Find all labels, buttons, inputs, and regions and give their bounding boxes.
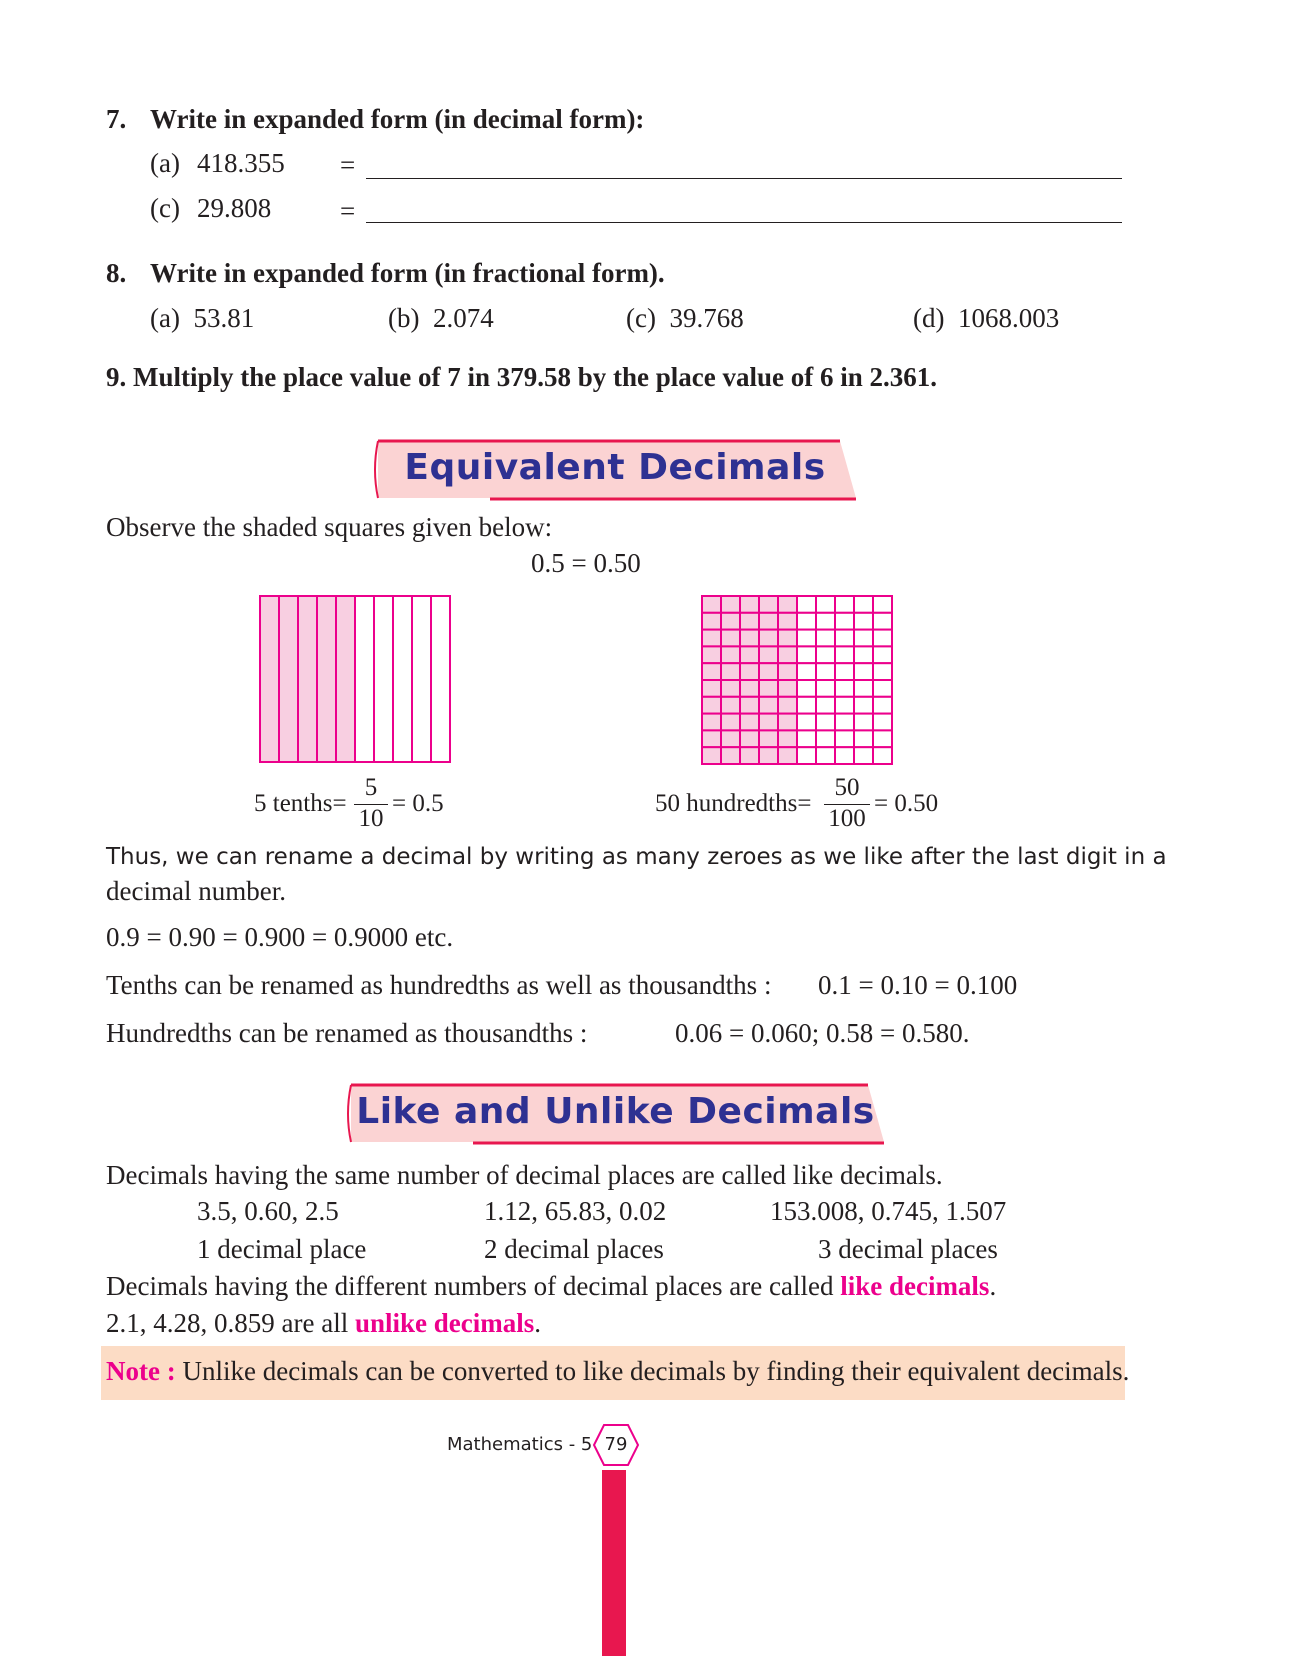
hundredths-cell [740,680,759,697]
hundredths-cell [797,596,816,613]
equivalent-intro: Observe the shaded squares given below: [106,512,553,542]
q8-item-a: (a) 53.81 [150,303,255,333]
hundredths-cell [835,714,854,731]
hundredths-cell [759,697,778,714]
hundredths-cell [835,730,854,747]
hundredths-cell [721,730,740,747]
hundredths-cell [816,714,835,731]
hundredths-cell [740,747,759,764]
hundredths-cell [759,714,778,731]
hundredths-cell [721,747,740,764]
hundredths-cell [759,730,778,747]
hundredths-cell [740,663,759,680]
hundredths-cell [721,596,740,613]
hundredths-cell [835,630,854,647]
equivalent-para-line2: decimal number. [106,876,286,906]
hundredths-cell [797,680,816,697]
tenths-strip [317,596,336,762]
hundredths-cell [759,680,778,697]
q7-item-c-answer-line[interactable] [366,222,1122,223]
hundredths-cell [816,646,835,663]
hundredths-cell [835,646,854,663]
left-fraction-denominator: 10 [358,805,384,832]
tenths-strip [298,596,317,762]
hundredths-cell [702,714,721,731]
tenths-strip [336,596,355,762]
hundredths-cell [702,663,721,680]
equivalent-chain: 0.9 = 0.90 = 0.900 = 0.9000 etc. [106,922,454,952]
hundredths-rename-eq: 0.06 = 0.060; 0.58 = 0.580. [675,1018,970,1048]
hundredths-cell [854,747,873,764]
hundredths-cell [873,646,892,663]
hundredths-cell [835,680,854,697]
hundredths-cell [740,630,759,647]
hundredths-cell [816,730,835,747]
hundredths-cell [873,630,892,647]
hundredths-cell [740,646,759,663]
hundredths-cell [816,680,835,697]
left-caption-prefix: 5 tenths= [254,790,347,817]
footer-subject: Mathematics - 5 [447,1434,593,1455]
hundredths-cell [816,663,835,680]
hundredths-cell [778,697,797,714]
q7-item-a-answer-line[interactable] [366,178,1122,179]
page-number: 79 [604,1434,628,1455]
hundredths-cell [759,646,778,663]
like-example-1-values: 3.5, 0.60, 2.5 [197,1196,339,1226]
hundredths-cell [797,646,816,663]
like-example-3-values: 153.008, 0.745, 1.507 [770,1196,1007,1226]
hundredths-cell [797,697,816,714]
hundredths-cell [873,714,892,731]
hundredths-cell [854,697,873,714]
q8-item-c: (c) 39.768 [626,303,744,333]
q8-text: Write in expanded form (in fractional form). [150,258,665,288]
hundredths-cell [721,680,740,697]
hundredths-cell [854,613,873,630]
hundredths-cell [778,730,797,747]
q9-heading: 9. Multiply the place value of 7 in 379.58 by the place value of 6 in 2.361. [106,362,938,392]
hundredths-cell [721,613,740,630]
hundredths-cell [835,613,854,630]
hundredths-cell [854,596,873,613]
hundredths-cell [721,714,740,731]
hundredths-cell [873,680,892,697]
hundredths-cell [778,747,797,764]
right-fraction-denominator: 100 [828,805,866,832]
unlike-example: 2.1, 4.28, 0.859 are all unlike decimals. [106,1308,541,1338]
hundredths-cell [740,596,759,613]
hundredths-cell [778,646,797,663]
hundredths-cell [854,663,873,680]
hundredths-cell [835,697,854,714]
left-fraction [354,774,388,833]
hundredths-cell [721,663,740,680]
equivalent-equation: 0.5 = 0.50 [531,548,641,578]
hundredths-cell [854,730,873,747]
q7-number: 7. [106,104,127,134]
q7-item-c-value: 29.808 [197,193,272,223]
q8-item-d: (d) 1068.003 [913,303,1060,333]
hundredths-cell [778,596,797,613]
hundredths-cell [835,747,854,764]
hundredths-cell [740,730,759,747]
hundredths-cell [759,663,778,680]
hundredths-cell [797,747,816,764]
q8-heading [106,258,665,289]
q7-heading [106,104,644,135]
footer-accent-bar [602,1470,626,1656]
like-definition: Decimals having the same number of decimal places are called like decimals. [106,1160,943,1190]
note-text: Note : Unlike decimals can be converted to like decimals by finding their equivalent decimals. [106,1356,1130,1386]
hundredths-cell [759,613,778,630]
like-example-1-places: 1 decimal place [197,1234,367,1264]
hundredths-cell [873,697,892,714]
hundredths-cell [740,697,759,714]
hundredths-cell [854,714,873,731]
like-example-2-places: 2 decimal places [484,1234,664,1264]
q7-item-a-eq: = [340,150,356,180]
like-example-2-values: 1.12, 65.83, 0.02 [484,1196,667,1226]
hundredths-cell [797,663,816,680]
q7-item-a-label: (a) [150,148,180,178]
hundredths-cell [816,596,835,613]
like-unlike-banner [343,1080,888,1148]
q8-number: 8. [106,258,127,288]
hundredths-cell [873,747,892,764]
left-caption-suffix: = 0.5 [392,790,444,817]
hundredths-cell [759,630,778,647]
hundredths-cell [721,646,740,663]
hundredths-cell [740,613,759,630]
hundredths-cell [778,714,797,731]
hundredths-cell [816,630,835,647]
hundredths-grid [700,594,894,766]
equivalent-decimals-banner [370,436,860,504]
hundredths-rename-text: Hundredths can be renamed as thousandths : [106,1018,588,1048]
right-caption-suffix: = 0.50 [874,790,939,817]
hundredths-cell [873,596,892,613]
tenths-strip [431,596,450,762]
hundredths-cell [854,630,873,647]
tenths-strip [393,596,412,762]
hundredths-cell [835,596,854,613]
hundredths-cell [797,714,816,731]
tenths-rename-eq: 0.1 = 0.10 = 0.100 [818,970,1018,1000]
tenths-strip [355,596,374,762]
right-fraction-numerator: 50 [834,774,860,801]
unlike-decimals-highlight: unlike decimals [354,1308,535,1338]
hundredths-cell [702,680,721,697]
hundredths-cell [702,646,721,663]
hundredths-cell [721,697,740,714]
hundredths-cell [759,747,778,764]
like-unlike-title: Like and Unlike Decimals [356,1091,875,1132]
equivalent-decimals-title: Equivalent Decimals [404,447,826,488]
hundredths-cell [702,613,721,630]
hundredths-cell [873,663,892,680]
hundredths-cell [702,747,721,764]
hundredths-cell [816,697,835,714]
hundredths-cell [778,613,797,630]
tenths-strip [279,596,298,762]
unlike-definition: Decimals having the different numbers of decimal places are called like decimals. [106,1271,997,1301]
tenths-rename-text: Tenths can be renamed as hundredths as well as thousandths : [106,970,772,1000]
hundredths-cell [702,730,721,747]
tenths-strip [412,596,431,762]
hundredths-cell [759,596,778,613]
hundredths-cell [778,663,797,680]
hundredths-cell [854,646,873,663]
like-example-3-places: 3 decimal places [818,1234,998,1264]
right-fraction [824,774,870,833]
hundredths-cell [778,680,797,697]
equivalent-para-line1: Thus, we can rename a decimal by writing as many zeroes as we like after the last digit in a [106,844,1167,870]
q8-item-b: (b) 2.074 [388,303,494,333]
hundredths-cell [702,630,721,647]
q7-item-a-value: 418.355 [197,148,285,178]
tenths-grid [258,594,452,764]
hundredths-cell [816,613,835,630]
hundredths-cell [702,697,721,714]
hundredths-cell [873,730,892,747]
hundredths-cell [797,630,816,647]
hundredths-cell [740,714,759,731]
like-decimals-highlight: like decimals [840,1271,990,1301]
hundredths-cell [797,730,816,747]
hundredths-cell [854,680,873,697]
hundredths-cell [797,613,816,630]
hundredths-cell [873,613,892,630]
hundredths-cell [778,630,797,647]
right-caption-prefix: 50 hundredths= [655,790,812,817]
hundredths-cell [835,663,854,680]
hundredths-cell [721,630,740,647]
hundredths-cell [702,596,721,613]
q7-item-c-label: (c) [150,193,180,223]
left-fraction-numerator: 5 [364,774,378,801]
tenths-strip [374,596,393,762]
note-label: Note : [106,1356,176,1386]
tenths-strip [260,596,279,762]
q7-item-c-eq: = [340,196,356,226]
q7-text: Write in expanded form (in decimal form): [150,104,645,134]
hundredths-cell [816,747,835,764]
